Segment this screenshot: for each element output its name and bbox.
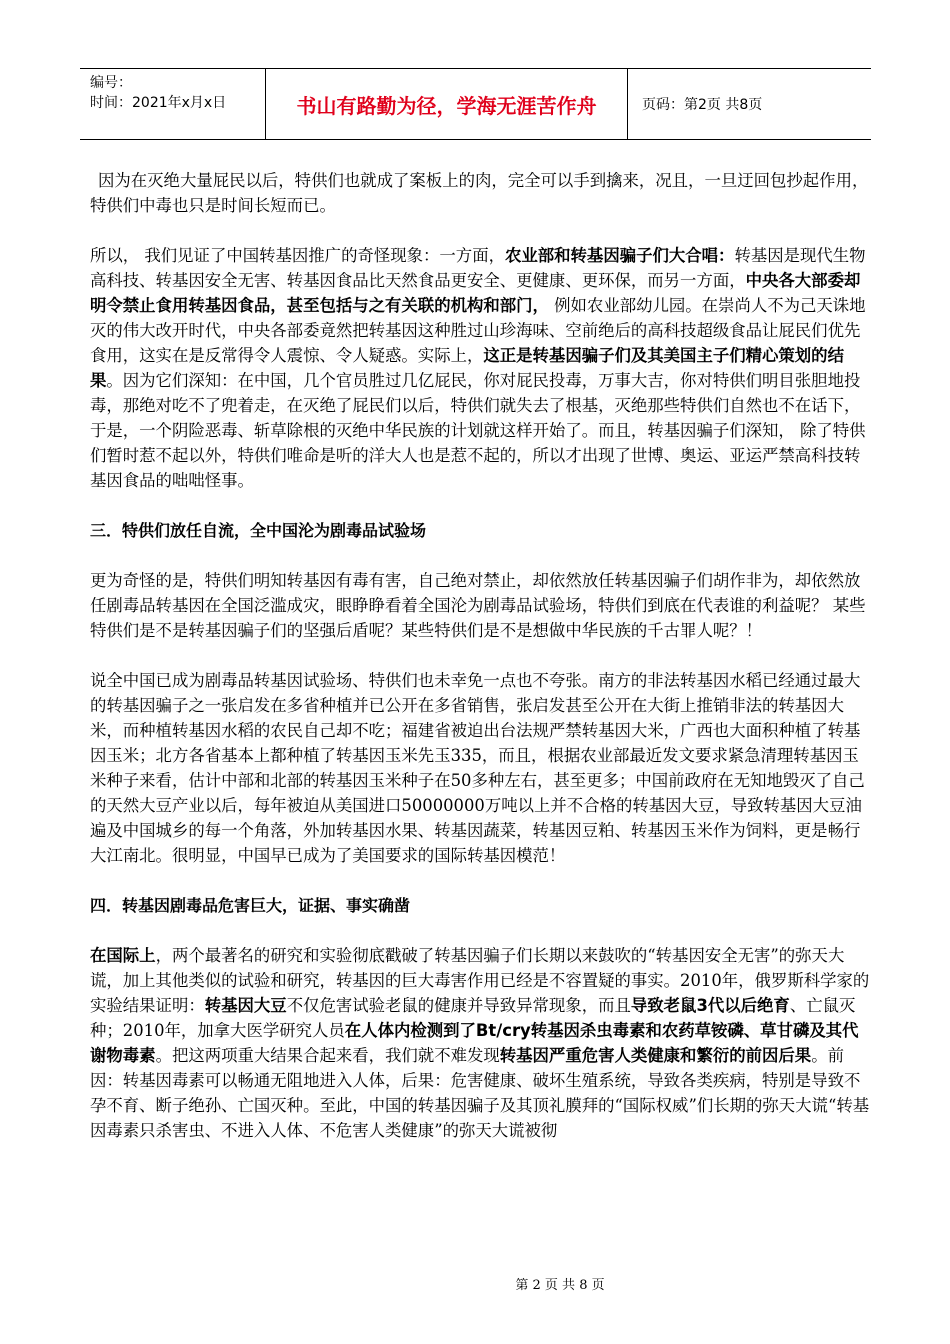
paragraph-5 — [90, 943, 870, 1143]
text-run: 转基因是现代生物高科技、转基因安全无害、转基因食品比天然食品更安全、更健康、更环保，而另一方面， — [90, 246, 866, 290]
text-run: 、亡鼠灭种；2010年，加拿大医学研究人员 — [90, 996, 856, 1040]
paragraph-1: 因为在灭绝大量屁民以后，特供们也就成了案板上的肉，完全可以手到擒来，况且，一旦迂回包抄起作用，特供们中毒也只是时间长短而已。 — [90, 171, 869, 215]
section-heading-4: 四．转基因剧毒品危害巨大，证据、事实确凿 — [90, 896, 411, 915]
emphasis-text: 在国际上 — [90, 946, 156, 965]
document-code: 编号： — [90, 75, 132, 91]
emphasis-text: 在人体内检测到了Bt/cry转基因杀虫毒素和农药草铵磷、草甘磷及其代谢物毒素 — [90, 1021, 859, 1065]
text-run: 例如农业部幼儿园。在崇尚人不为己天诛地灭的伟大改开时代，中央各部委竟然把转基因这种胜过山珍海味、空前绝后的高科技超级食品让屁民们优先食用，这实在是反常得令人震惊、令人疑惑。实际上， — [90, 296, 866, 365]
page-header — [80, 68, 871, 140]
emphasis-text: 这正是转基因骗子们及其美国主子们精心策划的结果 — [90, 346, 844, 390]
emphasis-text: 导致老鼠3代以后绝育 — [630, 996, 790, 1015]
text-run: 。前因：转基因毒素可以畅通无阻地进入人体，后果：危害健康、破坏生殖系统，导致各类疾病，特别是导致不孕不育、断子绝孙、亡国灭种。至此，中国的转基因骗子及其顶礼膜拜的“国际权威”们长期的弥天大谎“转基因毒素只杀害虫、不进入人体、不危害人类健康”的弥天大谎被彻 — [90, 1046, 870, 1140]
text-run: 不仅危害试验老鼠的健康并导致异常现象，而且 — [286, 996, 631, 1015]
header-meta — [80, 69, 266, 139]
paragraph-2 — [90, 243, 870, 493]
paragraph-3: 更为奇怪的是，特供们明知转基因有毒有害，自己绝对禁止，却依然放任转基因骗子们胡作非为，却依然放任剧毒品转基因在全国泛滥成灾，眼睁睁看着全国沦为剧毒品试验场，特供们到底在代表谁的利益呢？ 某些特供们是不是转基因骗子们的坚强后盾呢？某些特供们是不是想做中华民族的千古罪人呢？！ — [90, 571, 866, 640]
text-run: 。把这两项重大结果合起来看，我们就不难发现 — [155, 1046, 500, 1065]
text-run: 。因为它们深知：在中国，几个官员胜过几亿屁民，你对屁民投毒，万事大吉，你对特供们明目张胆地投毒，那绝对吃不了兜着走，在灭绝了屁民们以后，特供们就失去了根基，灭绝那些特供们自然也不在话下，于是，一个阴险恶毒、斩草除根的灭绝中华民族的计划就这样开始了。而且，转基因骗子们深知， 除了特供们暂时惹不起以外，特供们唯命是听的洋大人也是惹不起的，所以才出现了世博、奥运、亚运严禁高科技转基因食品的咄咄怪事。 — [90, 371, 866, 490]
header-page-info: 页码：第2页 共8页 — [642, 97, 763, 113]
emphasis-text: 转基因大豆 — [204, 996, 287, 1015]
document-body — [90, 168, 870, 1143]
document-date: 时间：2021年x月x日 — [90, 95, 227, 111]
section-heading-3: 三．特供们放任自流，全中国沦为剧毒品试验场 — [90, 521, 427, 540]
page-footer: 第 2 页 共 8 页 — [515, 1278, 605, 1293]
emphasis-text: 中央各大部委却明令禁止食用转基因食品，甚至包括与之有关联的机构和部门， — [90, 271, 861, 315]
emphasis-text: 转基因严重危害人类健康和繁衍的前因后果 — [499, 1046, 812, 1065]
header-motto: 书山有路勤为径，学海无涯苦作舟 — [266, 69, 628, 139]
emphasis-text: 农业部和转基因骗子们大合唱： — [504, 246, 735, 265]
paragraph-4: 说全中国已成为剧毒品转基因试验场、特供们也未幸免一点也不夸张。南方的非法转基因水稻已经通过最大的转基因骗子之一张启发在多省种植并已公开在多省销售，张启发甚至公开在大街上推销非法的转基因大米，而种植转基因水稻的农民自己却不吃；福建省被迫出台法规严禁转基因大米，广西也大面积种植了转基因玉米；北方各省基本上都种植了转基因玉米先玉335，而且，根据农业部最近发文要求紧急清理转基因玉米种子来看，估计中部和北部的转基因玉米种子在50多种左右，甚至更多；中国前政府在无知地毁灭了自己的天然大豆产业以后，每年被迫从美国进口50000000万吨以上并不合格的转基因大豆，导致转基因大豆油遍及中国城乡的每一个角落，外加转基因水果、转基因蔬菜，转基因豆粕、转基因玉米作为饲料，更是畅行大江南北。很明显，中国早已成为了美国要求的国际转基因模范！ — [90, 671, 865, 865]
text-run: 所以， 我们见证了中国转基因推广的奇怪现象：一方面， — [90, 246, 505, 265]
text-run: ，两个最著名的研究和实验彻底戳破了转基因骗子们长期以来鼓吹的“转基因安全无害”的弥天大谎，加上其他类似的试验和研究，转基因的巨大毒害作用已经是不容置疑的事实。2010年，俄罗斯科学家的实验结果证明： — [90, 946, 870, 1015]
